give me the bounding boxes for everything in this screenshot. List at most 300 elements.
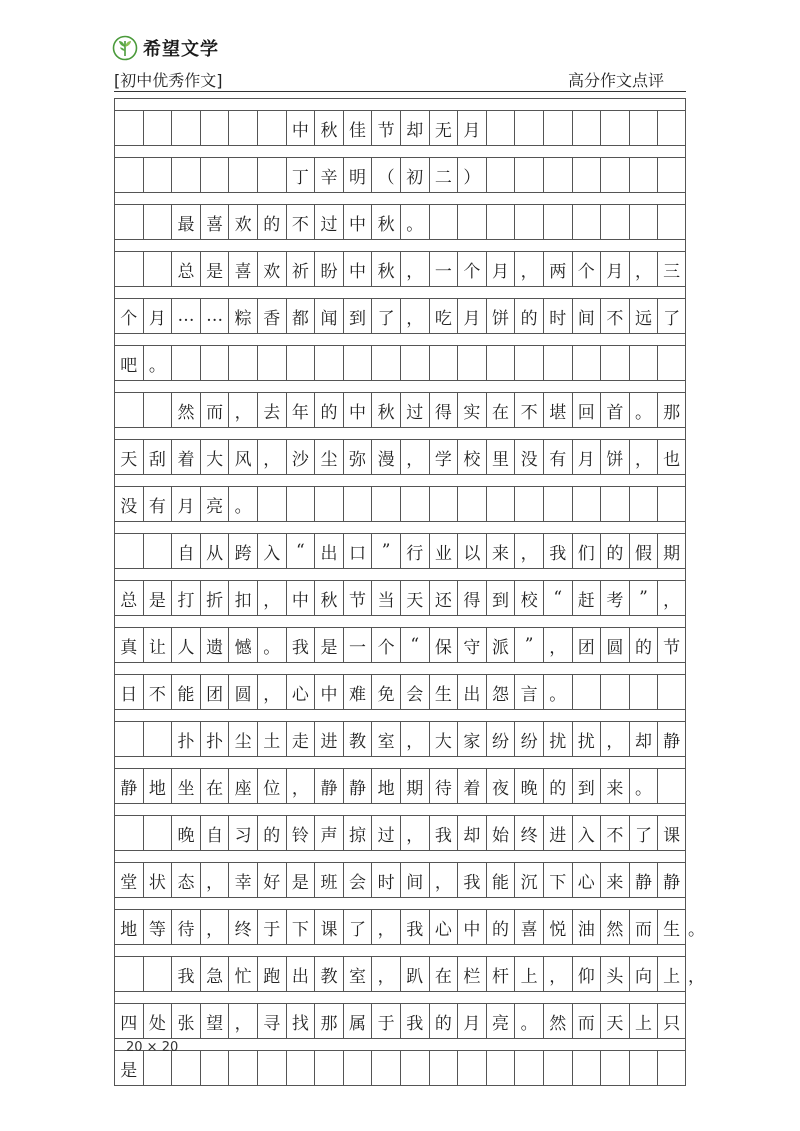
grid-cell: 着 (171, 439, 200, 474)
grid-cell: 终 (228, 909, 257, 944)
grid-cell: 。 (228, 486, 257, 521)
grid-cell: 位 (257, 768, 286, 803)
grid-gap (114, 850, 686, 862)
grid-gap (114, 662, 686, 674)
grid-cell: 总 (171, 251, 200, 286)
grid-cell (114, 157, 143, 192)
grid-cell: ， (429, 862, 458, 897)
grid-cell: 生 (657, 909, 686, 944)
grid-cell: ” (514, 627, 543, 662)
section-label: 高分作文点评 (567, 71, 664, 90)
grid-cell: 团 (572, 627, 601, 662)
grid-cell: 间 (400, 862, 429, 897)
grid-cell: … (200, 298, 229, 333)
grid-cell: 会 (400, 674, 429, 709)
grid-cell: 吃 (429, 298, 458, 333)
grid-cell: 学 (429, 439, 458, 474)
paragraph-6-line (114, 909, 686, 944)
grid-cell (286, 345, 315, 380)
grid-cell: 心 (429, 909, 458, 944)
grid-cell: 回 (572, 392, 601, 427)
grid-cell: 亮 (486, 1003, 515, 1038)
grid-cell: 秋 (371, 204, 400, 239)
grid-cell: 寻 (257, 1003, 286, 1038)
grid-cell: 地 (114, 909, 143, 944)
grid-cell: ， (228, 1003, 257, 1038)
grid-cell: 圆 (600, 627, 629, 662)
grid-cell: 时 (543, 298, 572, 333)
grid-cell: 天 (400, 580, 429, 615)
grid-cell (257, 157, 286, 192)
grid-cell (457, 486, 486, 521)
grid-cell: 喜 (228, 251, 257, 286)
grid-cell: 月 (600, 251, 629, 286)
grid-cell: 远 (629, 298, 658, 333)
grid-cell (228, 110, 257, 145)
grid-gap (114, 756, 686, 768)
grid-cell: 趴 (400, 956, 429, 991)
grid-cell: 月 (457, 1003, 486, 1038)
paragraph-5-line (114, 768, 686, 803)
grid-cell: 口 (343, 533, 372, 568)
grid-cell: 。 (629, 768, 658, 803)
grid-gap (114, 427, 686, 439)
grid-cell: 待 (171, 909, 200, 944)
grid-cell: ” (371, 533, 400, 568)
grid-cell: 坐 (171, 768, 200, 803)
grid-cell (228, 345, 257, 380)
grid-cell: 我 (400, 909, 429, 944)
grid-cell: 地 (371, 768, 400, 803)
grid-cell: 纷 (486, 721, 515, 756)
grid-cell: 个 (457, 251, 486, 286)
grid-cell: 急 (200, 956, 229, 991)
grid-cell: “ (400, 627, 429, 662)
grid-cell: 下 (286, 909, 315, 944)
grid-cell: 晚 (171, 815, 200, 850)
grid-cell: 然 (543, 1003, 572, 1038)
grid-cell (257, 345, 286, 380)
grid-cell: 上 (629, 1003, 658, 1038)
grid-cell: 。 (543, 674, 572, 709)
grid-cell: 终 (514, 815, 543, 850)
grid-cell (600, 345, 629, 380)
grid-cell (114, 533, 143, 568)
grid-cell (114, 110, 143, 145)
grid-cell (514, 345, 543, 380)
grid-cell: 四 (114, 1003, 143, 1038)
grid-cell: 走 (286, 721, 315, 756)
grid-cell: 过 (371, 815, 400, 850)
grid-cell (143, 392, 172, 427)
grid-cell: 月 (457, 298, 486, 333)
grid-gap (114, 286, 686, 298)
grid-cell (371, 486, 400, 521)
grid-cell (629, 204, 658, 239)
grid-cell: 保 (429, 627, 458, 662)
paragraph-4-line (114, 627, 686, 662)
grid-cell: … (171, 298, 200, 333)
grid-cell (143, 157, 172, 192)
essay-author-line (114, 157, 686, 192)
grid-cell: 却 (457, 815, 486, 850)
grid-cell: 是 (143, 580, 172, 615)
grid-cell: 了 (343, 909, 372, 944)
grid-cell: 我 (286, 627, 315, 662)
grid-cell: 丁 (286, 157, 315, 192)
grid-cell (343, 1050, 372, 1085)
paragraph-3-line (114, 439, 686, 474)
grid-cell (228, 157, 257, 192)
grid-cell (657, 486, 686, 521)
grid-cell: 沙 (286, 439, 315, 474)
grid-cell: “ (543, 580, 572, 615)
grid-cell: 不 (286, 204, 315, 239)
grid-cell: 打 (171, 580, 200, 615)
grid-cell: 。 (257, 627, 286, 662)
grid-cell: ， (400, 439, 429, 474)
category-label: [初中优秀作文] (114, 71, 223, 90)
grid-cell: 。 (143, 345, 172, 380)
grid-gap (114, 98, 686, 110)
grid-gap (114, 1038, 686, 1050)
grid-cell: 的 (257, 204, 286, 239)
grid-cell: 于 (371, 1003, 400, 1038)
grid-cell: 的 (629, 627, 658, 662)
grid-cell (171, 345, 200, 380)
paragraph-4-line (114, 533, 686, 568)
grid-cell: 杆 (486, 956, 515, 991)
grid-cell: 的 (543, 768, 572, 803)
grid-cell: 头 (600, 956, 629, 991)
grid-cell: 首 (600, 392, 629, 427)
grid-cell: 扰 (572, 721, 601, 756)
grid-cell: 也 (657, 439, 686, 474)
grid-gap (114, 568, 686, 580)
grid-cell: 我 (457, 862, 486, 897)
grid-cell: 掠 (343, 815, 372, 850)
grid-cell (143, 204, 172, 239)
grid-cell: 了 (629, 815, 658, 850)
grid-cell (371, 1050, 400, 1085)
grid-cell: 里 (486, 439, 515, 474)
grid-gap (114, 239, 686, 251)
grid-cell: 大 (200, 439, 229, 474)
grid-cell: 没 (514, 439, 543, 474)
grid-cell (286, 1050, 315, 1085)
grid-cell: 欢 (257, 251, 286, 286)
grid-cell: 处 (143, 1003, 172, 1038)
grid-cell: 间 (572, 298, 601, 333)
grid-cell (400, 1050, 429, 1085)
grid-cell: 中 (286, 110, 315, 145)
grid-gap (114, 615, 686, 627)
grid-cell: 考 (600, 580, 629, 615)
grid-cell (543, 157, 572, 192)
grid-cell (543, 486, 572, 521)
paragraph-7-line (114, 956, 686, 991)
grid-cell: 祈 (286, 251, 315, 286)
grid-cell: 向 (629, 956, 658, 991)
grid-cell: ， (257, 580, 286, 615)
grid-cell: 总 (114, 580, 143, 615)
grid-cell (543, 1050, 572, 1085)
grid-cell: 节 (343, 580, 372, 615)
brand-name: 希望文学 (143, 39, 219, 60)
grid-cell (200, 110, 229, 145)
grid-cell (314, 486, 343, 521)
paragraph-4-line (114, 580, 686, 615)
grid-cell (600, 204, 629, 239)
grid-gap (114, 709, 686, 721)
grid-cell: 风 (228, 439, 257, 474)
grid-cell: 欢 (228, 204, 257, 239)
grid-cell: 上 (514, 956, 543, 991)
grid-cell (143, 110, 172, 145)
grid-cell: 还 (429, 580, 458, 615)
grid-cell: ， (400, 251, 429, 286)
grid-cell (600, 157, 629, 192)
grid-cell: ， (400, 721, 429, 756)
grid-cell: 月 (457, 110, 486, 145)
grid-cell: 憾 (228, 627, 257, 662)
grid-cell: 静 (314, 768, 343, 803)
grid-cell: 免 (371, 674, 400, 709)
grid-cell: 而 (629, 909, 658, 944)
grid-cell: 到 (572, 768, 601, 803)
grid-cell: 扑 (171, 721, 200, 756)
grid-cell: 不 (600, 298, 629, 333)
grid-cell: 圆 (228, 674, 257, 709)
grid-cell (114, 956, 143, 991)
grid-cell (171, 110, 200, 145)
grid-cell: 待 (429, 768, 458, 803)
grid-cell: 佳 (343, 110, 372, 145)
grid-cell: ， (543, 956, 572, 991)
grid-cell (200, 1050, 229, 1085)
grid-cell: 团 (200, 674, 229, 709)
grid-cell (486, 1050, 515, 1085)
grid-cell: 静 (629, 862, 658, 897)
grid-cell: 到 (486, 580, 515, 615)
grid-gap (114, 991, 686, 1003)
grid-cell: ） (457, 157, 486, 192)
grid-cell: 校 (457, 439, 486, 474)
grid-cell (657, 204, 686, 239)
grid-cell: 能 (171, 674, 200, 709)
grid-cell: 有 (143, 486, 172, 521)
grid-cell (600, 110, 629, 145)
grid-cell (314, 1050, 343, 1085)
grid-gap (114, 803, 686, 815)
grid-cell: 室 (343, 956, 372, 991)
grid-cell: 折 (200, 580, 229, 615)
grid-cell: 个 (114, 298, 143, 333)
grid-cell: 那 (657, 392, 686, 427)
grid-cell: 来 (486, 533, 515, 568)
grid-cell: 跑 (257, 956, 286, 991)
paragraph-2-line (114, 298, 686, 333)
grid-cell: 过 (314, 204, 343, 239)
grid-cell: 堂 (114, 862, 143, 897)
grid-cell (314, 345, 343, 380)
grid-cell: 自 (171, 533, 200, 568)
grid-cell: 个 (572, 251, 601, 286)
grid-cell (429, 486, 458, 521)
grid-cell: 找 (286, 1003, 315, 1038)
grid-cell: 秋 (314, 110, 343, 145)
grid-cell (371, 345, 400, 380)
grid-cell: 始 (486, 815, 515, 850)
grid-cell: 我 (400, 1003, 429, 1038)
grid-cell: 室 (371, 721, 400, 756)
grid-cell: ， (286, 768, 315, 803)
grid-cell: ， (400, 298, 429, 333)
grid-cell: 饼 (486, 298, 515, 333)
grid-cell (143, 815, 172, 850)
grid-cell (114, 815, 143, 850)
grid-cell: 不 (143, 674, 172, 709)
grid-cell: 家 (457, 721, 486, 756)
grid-cell: 来 (600, 768, 629, 803)
grid-cell: 扰 (543, 721, 572, 756)
grid-cell: 入 (572, 815, 601, 850)
grid-cell: 二 (429, 157, 458, 192)
paragraph-2-line (114, 345, 686, 380)
grid-cell: 去 (257, 392, 286, 427)
grid-cell: 静 (114, 768, 143, 803)
grid-cell (572, 1050, 601, 1085)
grid-cell: 扑 (200, 721, 229, 756)
grid-cell (257, 486, 286, 521)
grid-cell: 只 (657, 1003, 686, 1038)
grid-cell: 自 (200, 815, 229, 850)
grid-cell (543, 345, 572, 380)
grid-cell: 态 (171, 862, 200, 897)
grid-cell (514, 157, 543, 192)
header-divider (114, 91, 686, 92)
grid-cell (572, 110, 601, 145)
grid-cell (657, 345, 686, 380)
grid-cell: 期 (400, 768, 429, 803)
grid-cell (400, 486, 429, 521)
grid-cell: 声 (314, 815, 343, 850)
grid-cell: 得 (429, 392, 458, 427)
paragraph-2-line (114, 251, 686, 286)
grid-cell: 栏 (457, 956, 486, 991)
grid-cell: 吧 (114, 345, 143, 380)
grid-cell: 月 (143, 298, 172, 333)
grid-cell: 着 (457, 768, 486, 803)
grid-cell: 夜 (486, 768, 515, 803)
grid-cell: ， (629, 251, 658, 286)
grid-cell: 班 (314, 862, 343, 897)
grid-cell: 们 (572, 533, 601, 568)
grid-cell: 而 (200, 392, 229, 427)
grid-cell: 尘 (228, 721, 257, 756)
grid-gap (114, 474, 686, 486)
grid-cell: 是 (114, 1050, 143, 1085)
grid-cell: 中 (314, 674, 343, 709)
grid-cell (171, 1050, 200, 1085)
grid-cell: ， (514, 533, 543, 568)
grid-cell: ” (629, 580, 658, 615)
grid-cell: 让 (143, 627, 172, 662)
grid-cell: 却 (629, 721, 658, 756)
grid-cell: 中 (457, 909, 486, 944)
grid-gap (114, 333, 686, 345)
grid-cell: 教 (343, 721, 372, 756)
grid-cell: 以 (457, 533, 486, 568)
grid-cell: 晚 (514, 768, 543, 803)
grid-cell: 我 (171, 956, 200, 991)
grid-cell: 。 (514, 1003, 543, 1038)
grid-cell: 课 (657, 815, 686, 850)
grid-cell (457, 345, 486, 380)
grid-cell: 遗 (200, 627, 229, 662)
grid-cell: 的 (486, 909, 515, 944)
grid-cell: ， (200, 909, 229, 944)
grid-cell: 心 (572, 862, 601, 897)
grid-cell: 的 (257, 815, 286, 850)
grid-cell (429, 1050, 458, 1085)
grid-cell: 言 (514, 674, 543, 709)
hanging-punctuation: 。 (688, 920, 705, 940)
grid-cell: 于 (257, 909, 286, 944)
grid-cell (343, 345, 372, 380)
paragraph-3-line (114, 392, 686, 427)
grid-gap (114, 380, 686, 392)
grid-cell: 我 (429, 815, 458, 850)
grid-cell: 仰 (572, 956, 601, 991)
grid-cell: 业 (429, 533, 458, 568)
grid-cell (486, 345, 515, 380)
grid-cell: 明 (343, 157, 372, 192)
grid-cell: 亮 (200, 486, 229, 521)
grid-cell: 时 (371, 862, 400, 897)
paragraph-5-line (114, 721, 686, 756)
grid-cell: 难 (343, 674, 372, 709)
grid-cell: 入 (257, 533, 286, 568)
grid-cell (286, 486, 315, 521)
grid-cell (572, 674, 601, 709)
grid-cell (629, 345, 658, 380)
grid-cell: 校 (514, 580, 543, 615)
grid-gap (114, 521, 686, 533)
grid-cell: 。 (629, 392, 658, 427)
paragraph-6-line (114, 815, 686, 850)
grid-cell: 在 (429, 956, 458, 991)
grid-cell: 沉 (514, 862, 543, 897)
grid-cell: 不 (514, 392, 543, 427)
grid-cell: 日 (114, 674, 143, 709)
paragraph-6-line (114, 862, 686, 897)
grid-cell: 当 (371, 580, 400, 615)
grid-cell (457, 204, 486, 239)
grid-cell: 喜 (200, 204, 229, 239)
grid-cell: 上 (657, 956, 686, 991)
grid-cell (429, 204, 458, 239)
grid-cell: 秋 (314, 580, 343, 615)
grid-cell: 张 (171, 1003, 200, 1038)
grid-cell: 秋 (371, 251, 400, 286)
grid-cell (629, 1050, 658, 1085)
grid-cell: 香 (257, 298, 286, 333)
grid-cell: 节 (657, 627, 686, 662)
grid-cell (143, 251, 172, 286)
grid-cell: 那 (314, 1003, 343, 1038)
grid-cell: 等 (143, 909, 172, 944)
